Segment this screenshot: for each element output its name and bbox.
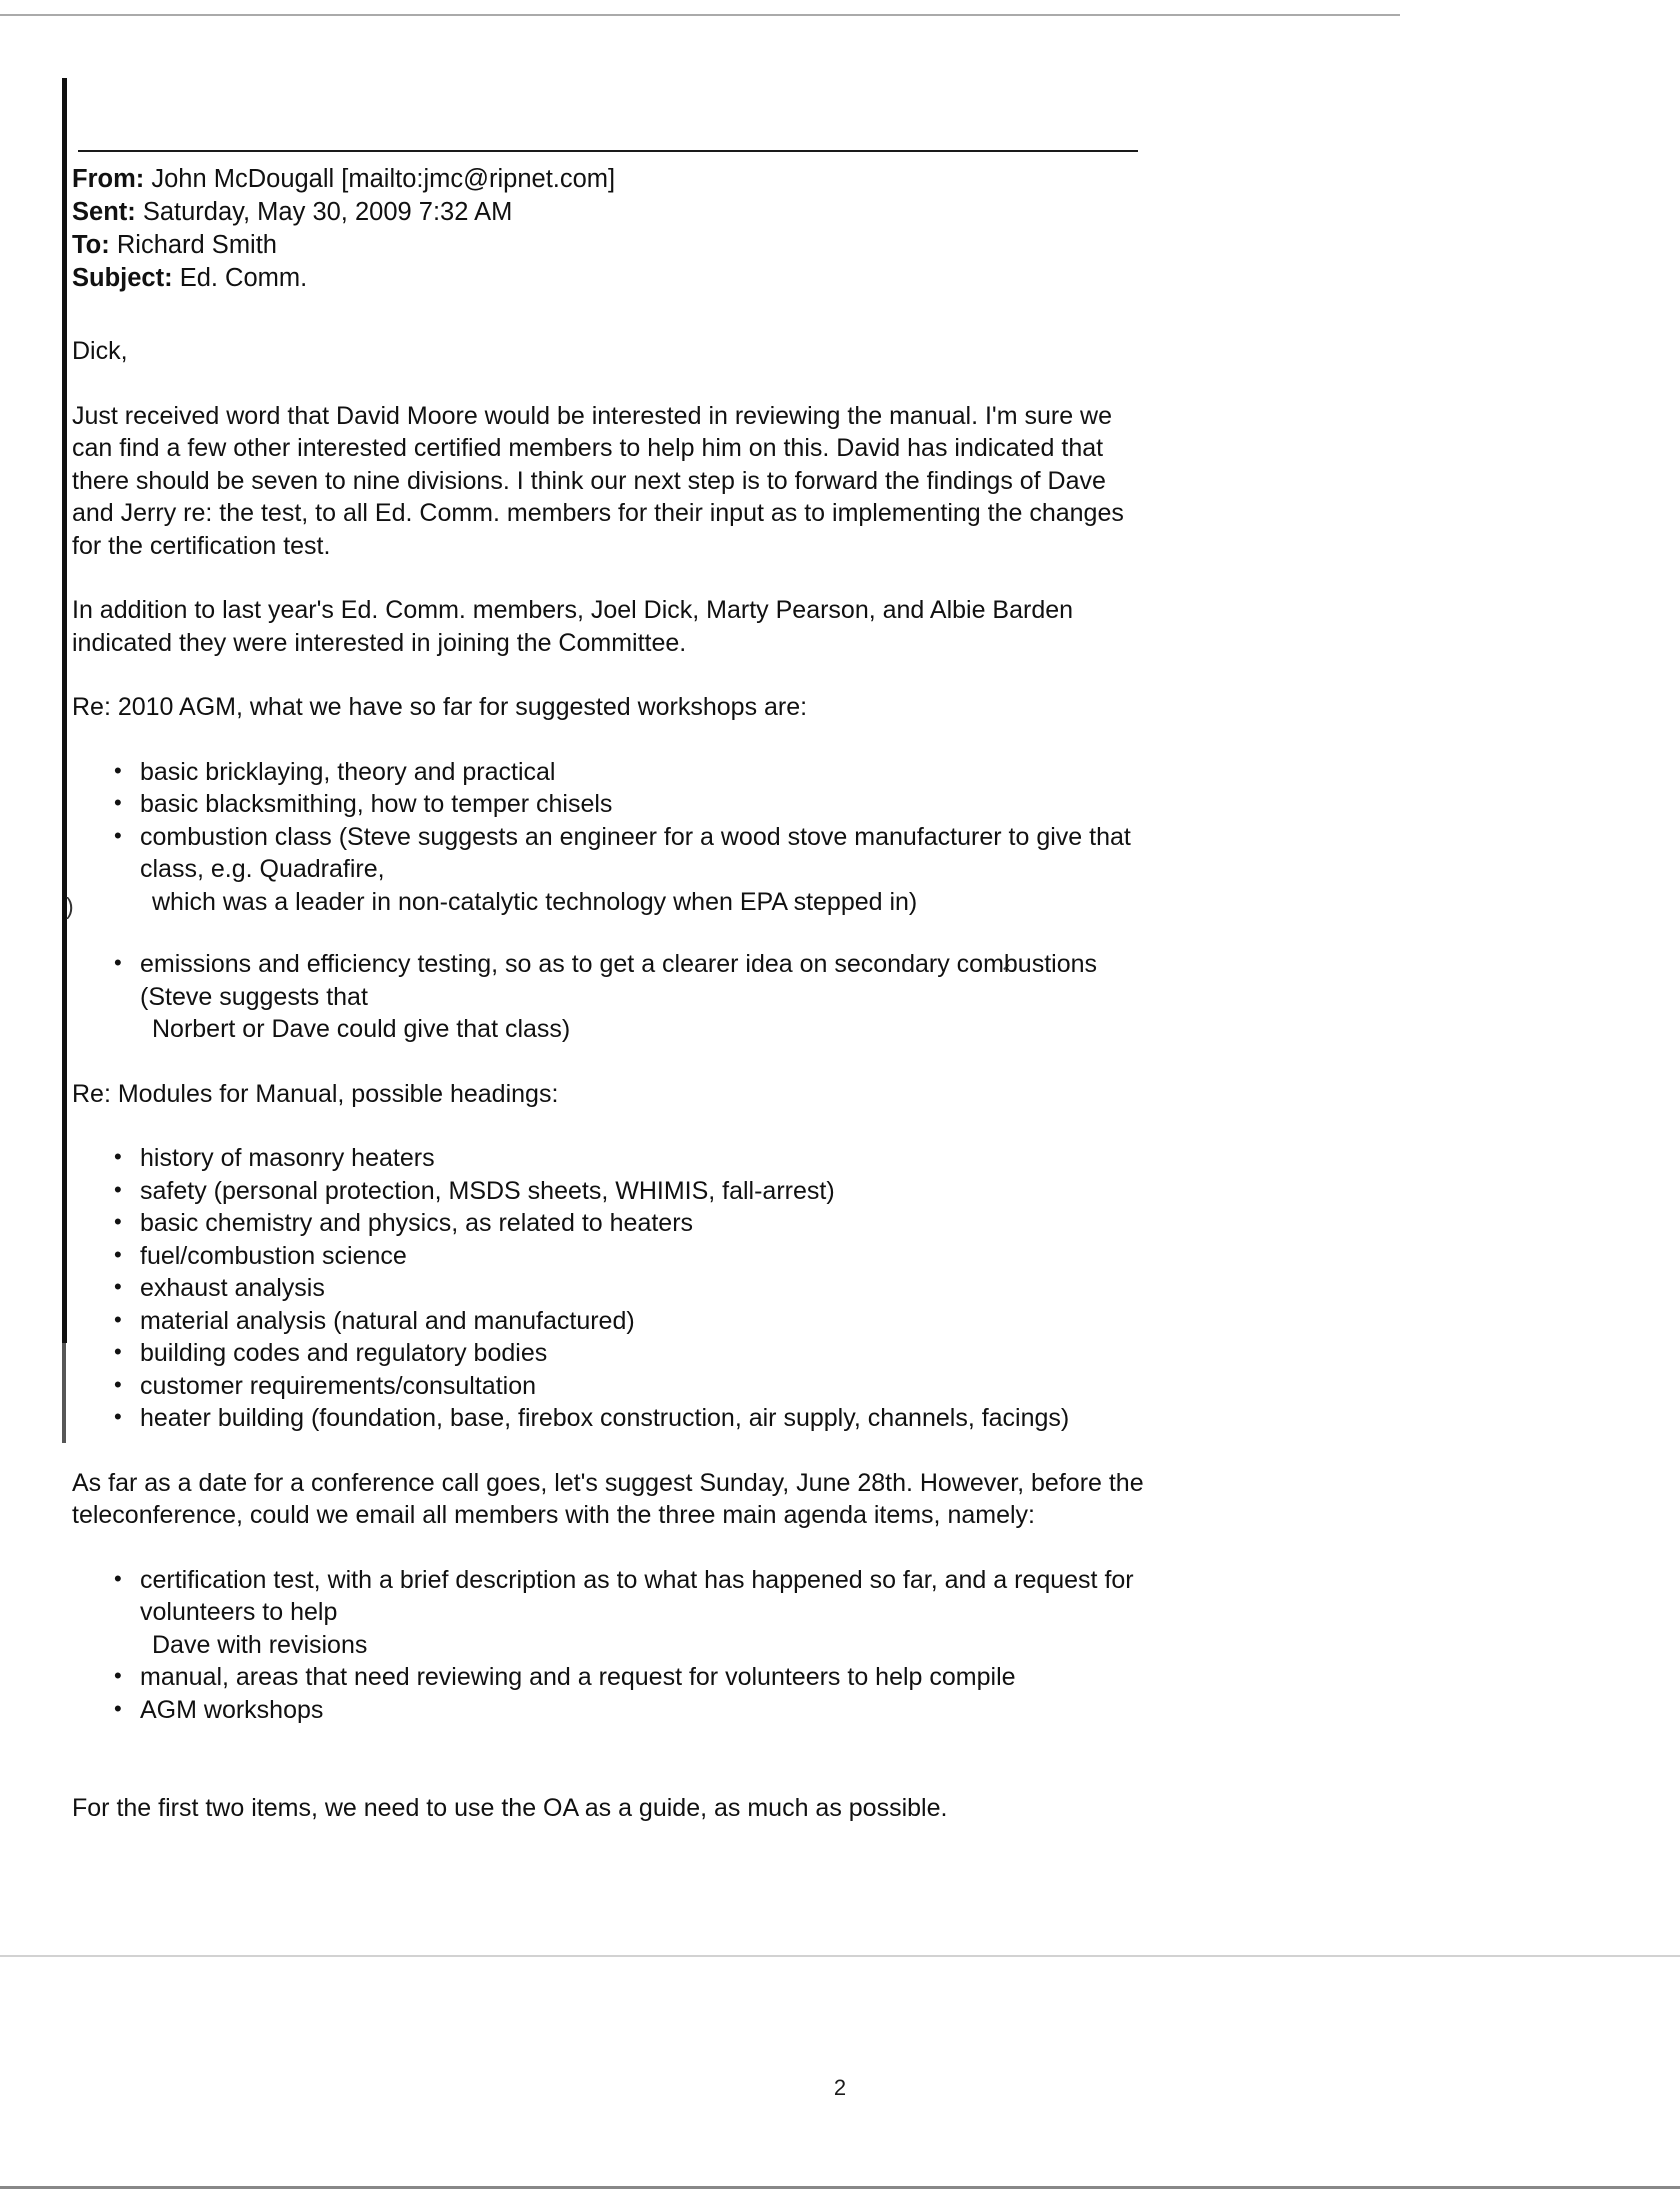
scan-edge-line-lower <box>0 1955 1680 1957</box>
spacer <box>72 1532 1152 1564</box>
list-item-text: fuel/combustion science <box>140 1241 407 1270</box>
list-item-text: emissions and efficiency testing, so as to get a clearer idea on secondary combustions (Steve suggests that <box>140 950 1098 1011</box>
agenda-list <box>72 1564 1152 1727</box>
list-item <box>72 1240 1152 1273</box>
list-item-text: exhaust analysis <box>140 1274 325 1302</box>
spacer <box>72 1110 1152 1142</box>
page-number: 2 <box>833 2075 847 2100</box>
list-item <box>72 1564 1152 1662</box>
list-item <box>72 948 1152 1046</box>
header-subject-label: Subject: <box>72 264 173 292</box>
list-item-text: history of masonry heaters <box>140 1144 435 1172</box>
list-item-text: certification test, with a brief description as to what has happened so far, and a request for volunteers to help <box>140 1565 1134 1626</box>
email-header-block <box>72 163 1152 295</box>
list-item <box>72 1305 1152 1338</box>
paragraph-1: Just received word that David Moore would be interested in reviewing the manual. I'm sure we can find a few other interested certified members to help him on this. David has indicated that there should be seven to nine divisions. I think our next step is to forward the findings of Dave and Jerry re: the test, to all Ed. Comm. members for their input as to implementing the changes for the certification test. <box>72 401 1124 560</box>
header-sent-value: Saturday, May 30, 2009 7:32 AM <box>142 198 513 226</box>
header-from-label: From: <box>72 165 145 193</box>
header-subject-value: Ed. Comm. <box>179 264 308 292</box>
scan-edge-line-bottom <box>0 2186 1680 2189</box>
header-subject-line <box>72 262 1152 295</box>
list-item-continuation: Dave with revisions <box>152 1630 368 1659</box>
spacer <box>72 368 1152 400</box>
list-item-text: basic bricklaying, theory and practical <box>140 757 556 786</box>
spacer <box>72 724 1152 756</box>
header-sent-line <box>72 196 1152 229</box>
list-item-text: manual, areas that need reviewing and a request for volunteers to help compile <box>140 1663 1016 1691</box>
header-divider-rule <box>78 150 1138 152</box>
list-item-continuation: Norbert or Dave could give that class) <box>152 1015 571 1043</box>
list-item-text: basic chemistry and physics, as related to heaters <box>140 1209 694 1237</box>
header-from-line <box>72 163 1152 196</box>
spacer <box>72 1766 1152 1792</box>
modules-list <box>72 1142 1152 1435</box>
paragraph-3-workshops-intro: Re: 2010 AGM, what we have so far for suggested workshops are: <box>72 693 808 721</box>
header-to-line <box>72 229 1152 262</box>
header-sent-label: Sent: <box>72 198 136 226</box>
list-item-text: AGM workshops <box>140 1695 324 1724</box>
scan-gutter-shadow-lower <box>62 1343 66 1443</box>
stray-mark-paren: ) <box>66 893 74 919</box>
header-to-label: To: <box>72 231 110 259</box>
spacer <box>72 295 1152 335</box>
list-item-text: building codes and regulatory bodies <box>140 1339 548 1367</box>
paragraph-5-conference-call: As far as a date for a conference call goes, let's suggest Sunday, June 28th. However, before the teleconference, could we email all members with the three main agenda items, namely: <box>72 1468 1144 1529</box>
spacer <box>72 1435 1152 1467</box>
workshops-list <box>72 756 1152 1046</box>
list-item <box>72 756 1152 789</box>
list-item-text: material analysis (natural and manufactured) <box>140 1306 635 1335</box>
salutation: Dick, <box>72 337 128 365</box>
scan-gutter-shadow <box>62 78 67 1343</box>
paragraph-2: In addition to last year's Ed. Comm. members, Joel Dick, Marty Pearson, and Albie Barden indicated they were interested in joining the Committee. <box>72 596 1074 657</box>
spacer <box>72 1046 1152 1078</box>
list-item-text: customer requirements/consultation <box>140 1371 537 1400</box>
list-item <box>72 1175 1152 1208</box>
list-item <box>72 821 1152 919</box>
list-item <box>72 1337 1152 1370</box>
spacer <box>72 659 1152 691</box>
list-item <box>72 1207 1152 1240</box>
list-item <box>72 1272 1152 1305</box>
list-item <box>72 1142 1152 1175</box>
scan-edge-line-top <box>0 14 1400 16</box>
paragraph-4-modules-intro: Re: Modules for Manual, possible headings: <box>72 1079 559 1108</box>
list-item-text: basic blacksmithing, how to temper chisels <box>140 790 613 818</box>
paragraph-6-closing: For the first two items, we need to use the OA as a guide, as much as possible. <box>72 1794 948 1822</box>
spacer <box>72 562 1152 594</box>
header-to-value: Richard Smith <box>116 231 277 259</box>
header-from-value: John McDougall [mailto:jmc@ripnet.com] <box>151 165 616 193</box>
list-item-text: safety (personal protection, MSDS sheets, WHIMIS, fall-arrest) <box>140 1176 835 1205</box>
spacer <box>72 1726 1152 1766</box>
email-content <box>72 163 1152 1825</box>
list-item <box>72 788 1152 821</box>
list-item <box>72 1661 1152 1694</box>
list-item <box>72 1370 1152 1403</box>
list-item <box>72 1402 1152 1435</box>
list-item <box>72 1694 1152 1727</box>
list-item-continuation: which was a leader in non-catalytic technology when EPA stepped in) <box>152 887 918 916</box>
list-item-text: heater building (foundation, base, firebox construction, air supply, channels, facings) <box>140 1404 1070 1432</box>
list-item-text: combustion class (Steve suggests an engineer for a wood stove manufacturer to give that class, e.g. Quadrafire, <box>140 822 1131 883</box>
